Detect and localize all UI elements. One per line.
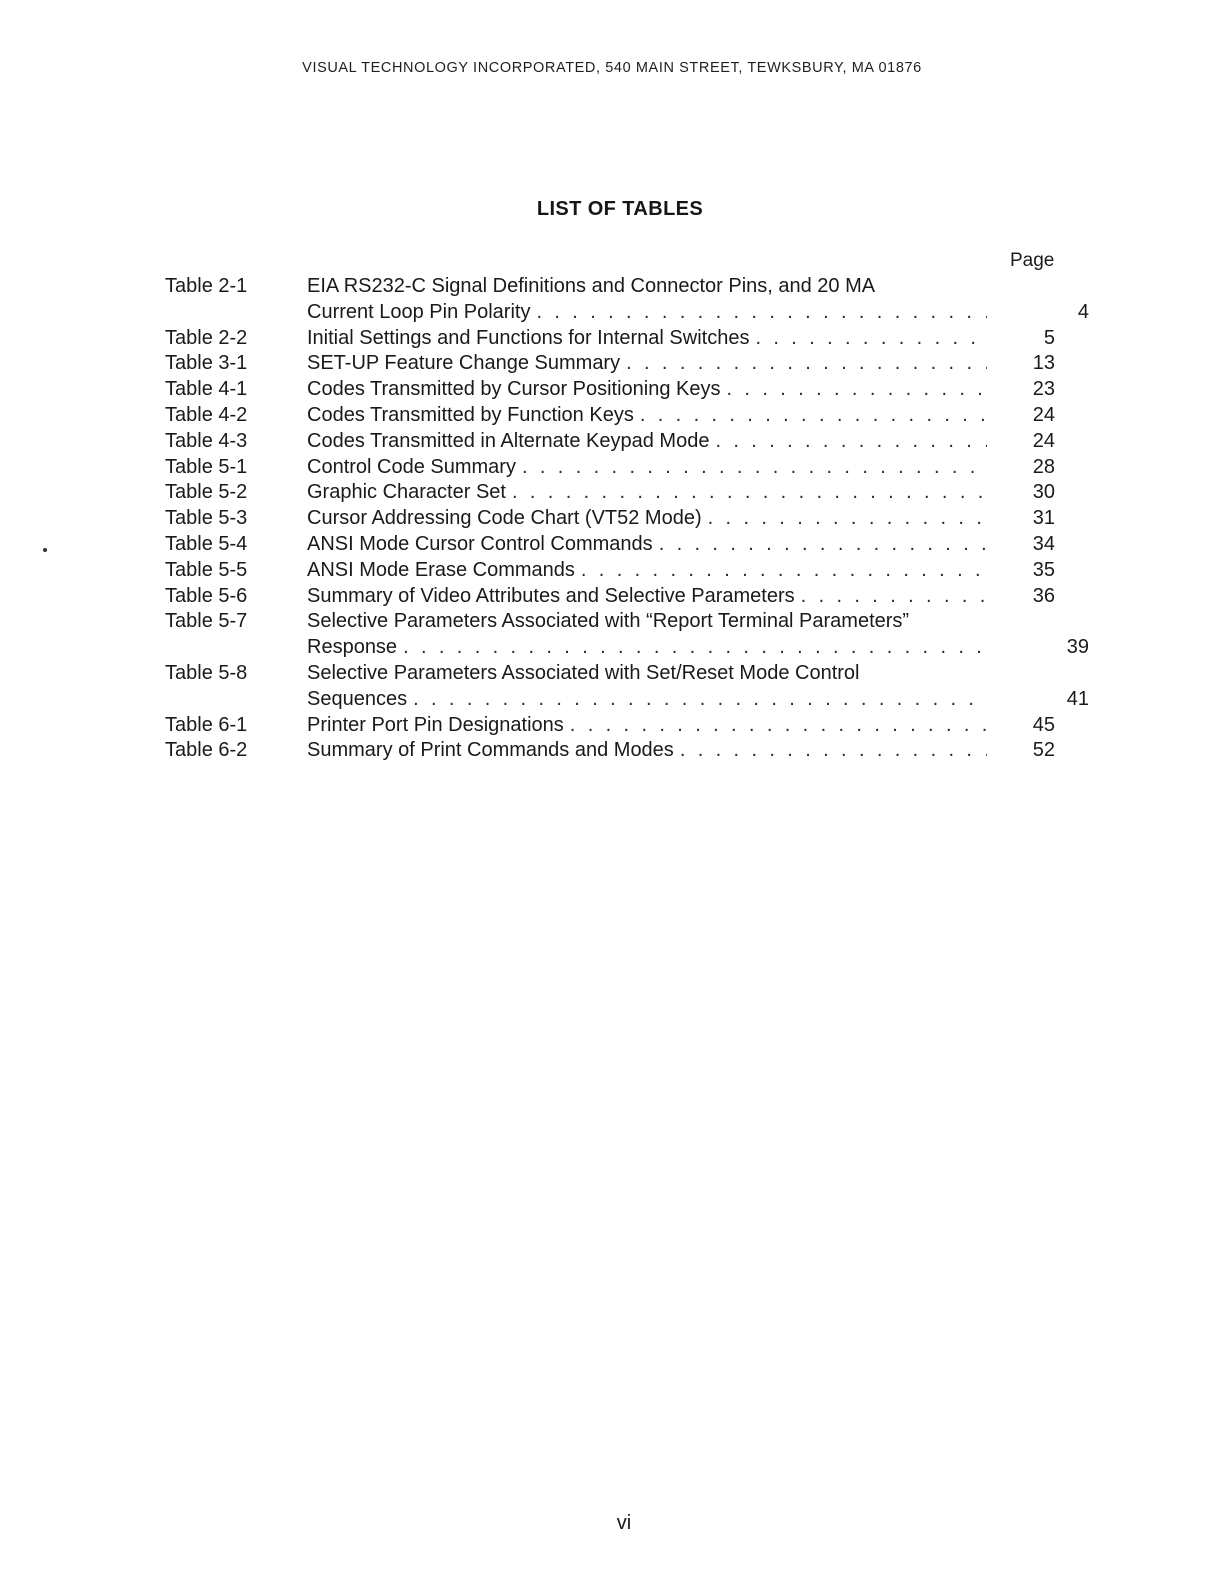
toc-entry-page: 45 [1032,713,1055,736]
toc-title-line [307,532,987,558]
toc-title-line [307,351,987,377]
toc-entry-label: Table 6-2 [165,739,248,762]
page-number: vi [616,1512,632,1534]
toc-entry-page: 31 [1032,507,1055,530]
toc-title-text: Control Code Summary [307,455,516,478]
toc-entry-title [307,661,1047,713]
toc-entry-label: Table 5-4 [165,532,248,555]
toc-title-text: Printer Port Pin Designations [307,713,564,736]
toc-entry-title [307,584,1013,610]
toc-title-line [307,377,987,403]
dot-leader [801,584,987,610]
toc-entry-title [307,713,1013,739]
toc-entry [165,738,1055,764]
toc-entry-label: Table 5-1 [165,455,248,478]
toc-entry-page: 52 [1032,739,1055,762]
toc-entry-page: 4 [1077,300,1089,323]
toc-entry-title [307,274,1047,326]
toc-entry [165,351,1055,377]
toc-title-text: ANSI Mode Cursor Control Commands [307,532,653,555]
toc-title-text: Current Loop Pin Polarity [307,300,531,323]
toc-entry [165,713,1055,739]
toc-title-text: Summary of Print Commands and Modes [307,739,674,762]
toc-title-line [307,635,987,661]
dot-leader [570,713,987,739]
toc-entry [165,558,1055,584]
dot-leader [512,480,987,506]
toc-entry-page: 36 [1032,584,1055,607]
toc-entry-label: Table 6-1 [165,713,248,736]
toc-entry-page: 30 [1032,481,1055,504]
dot-leader [715,429,987,455]
dot-leader [522,455,987,481]
toc-entry-title [307,532,1013,558]
toc-entry-title [307,738,1013,764]
toc-entry [165,377,1055,403]
toc-title-text: EIA RS232-C Signal Definitions and Connector Pins, and 20 MA [307,275,876,297]
toc-title-text: Summary of Video Attributes and Selective Parameters [307,584,795,607]
list-of-tables [165,274,1089,764]
dot-leader [755,326,987,352]
toc-title-line [307,300,987,326]
toc-entry-label: Table 5-5 [165,558,248,581]
toc-entry [165,506,1055,532]
toc-title-line [307,558,987,584]
toc-entry-page: 13 [1032,352,1055,375]
toc-entry-title [307,351,1013,377]
toc-title-line [307,661,1047,687]
toc-entry [165,455,1055,481]
toc-title-text: Codes Transmitted in Alternate Keypad Mode [307,429,710,452]
toc-entry-page: 41 [1066,687,1089,710]
toc-title-text: Response [307,636,398,659]
toc-entry-page: 5 [1043,326,1055,349]
toc-entry-title [307,455,1013,481]
toc-title-text: Selective Parameters Associated with “Report Terminal Parameters” [307,610,910,633]
scan-speck [43,548,47,552]
dot-leader [727,377,987,403]
toc-entry-label: Table 5-8 [165,661,248,684]
toc-title-line [307,274,1047,300]
toc-entry-page: 39 [1066,636,1089,659]
toc-entry-title [307,326,1013,352]
toc-title-text: Sequences [307,687,408,710]
toc-entry-page: 28 [1032,455,1055,478]
toc-title-line [307,584,987,610]
dot-leader [640,403,987,429]
dot-leader [413,687,987,713]
toc-entry [165,403,1055,429]
toc-entry [165,326,1055,352]
toc-title-line [307,738,987,764]
toc-entry-label: Table 4-3 [165,429,248,452]
toc-title-text: Initial Settings and Functions for Internal Switches [307,326,750,349]
dot-leader [581,558,987,584]
toc-entry [165,584,1055,610]
toc-entry-title [307,558,1013,584]
toc-title-line [307,403,987,429]
toc-title-text: Cursor Addressing Code Chart (VT52 Mode) [307,507,702,530]
toc-title-line [307,480,987,506]
dot-leader [708,506,987,532]
toc-entry [165,661,1089,713]
toc-title-text: Codes Transmitted by Cursor Positioning Keys [307,378,721,401]
toc-entry-title [307,506,1013,532]
toc-entry-title [307,609,1047,661]
toc-title-line [307,506,987,532]
toc-entry [165,532,1055,558]
page-title: LIST OF TABLES [536,198,704,220]
toc-title-line [307,609,1047,635]
toc-title-text: Graphic Character Set [307,481,506,504]
toc-title-line [307,429,987,455]
toc-entry-label: Table 2-1 [165,275,248,297]
toc-title-line [307,713,987,739]
toc-title-line [307,326,987,352]
toc-entry-title [307,429,1013,455]
toc-entry-title [307,377,1013,403]
dot-leader [536,300,987,326]
dot-leader [659,532,987,558]
toc-entry-page: 24 [1032,429,1055,452]
toc-title-text: ANSI Mode Erase Commands [307,558,575,581]
toc-entry [165,274,1089,326]
company-header: VISUAL TECHNOLOGY INCORPORATED, 540 MAIN STREET, TEWKSBURY, MA 01876 [302,60,922,76]
dot-leader [626,351,987,377]
toc-entry-page: 24 [1032,403,1055,426]
toc-entry-label: Table 5-6 [165,584,248,607]
toc-entry-label: Table 2-2 [165,326,248,349]
toc-entry-label: Table 3-1 [165,352,248,375]
toc-entry-label: Table 4-2 [165,403,248,426]
toc-entry-page: 35 [1032,558,1055,581]
page-column-label: Page [1010,250,1055,271]
toc-entry [165,480,1055,506]
toc-entry-title [307,480,1013,506]
toc-entry [165,609,1089,661]
toc-entry-label: Table 5-2 [165,481,248,504]
toc-title-text: Selective Parameters Associated with Set/Reset Mode Control [307,661,860,684]
toc-entry-label: Table 5-7 [165,610,248,633]
toc-entry [165,429,1055,455]
toc-entry-label: Table 5-3 [165,507,248,530]
toc-title-line [307,455,987,481]
toc-entry-title [307,403,1013,429]
toc-title-text: SET-UP Feature Change Summary [307,352,621,375]
toc-entry-page: 23 [1032,378,1055,401]
toc-title-line [307,687,987,713]
dot-leader [403,635,987,661]
toc-entry-label: Table 4-1 [165,378,248,401]
dot-leader [680,738,987,764]
toc-entry-page: 34 [1032,532,1055,555]
toc-title-text: Codes Transmitted by Function Keys [307,403,634,426]
